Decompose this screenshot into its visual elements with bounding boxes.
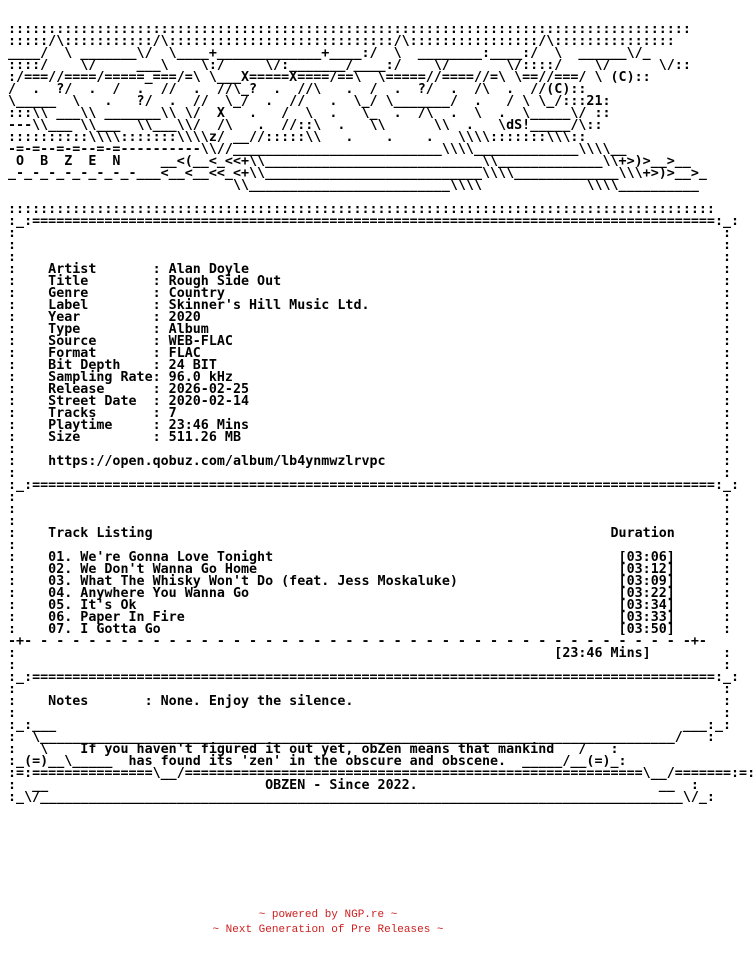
powered-by-text[interactable]: ~ powered by NGP.re ~	[258, 909, 398, 921]
nfo-text: ::::::::::::::::::::::::::::::::::::::::::::::::::::::::::::::::::::::::::::::::::::: :::::/\:::::::::::/\::::::::::::::::::::::::::::/\::::::::::::::::/\::::::::::::::: ____/ \ _______\/ \____+_____________+____:/ \ ________:____:/ \ ______\/_ ::::/ \/ ___\ \:/ \/:_______/____:/ \/ \/::::/ \/ \/:: :/===//====/=====_===/=\ \___X=====X====/==\ \=====//====//=\ \==//===/ \ (C):: / . ?/ . / . // . //\_? . //\ . / . ?/ . /\ . //(C):: \_____ \ . ?/ . // \_/ . // . \_/ \_______/ . / \ \_/:::21: :::\\ ___\\ _______\\ \/ X . / \ . \_ . /\ . \ . \_____\/ :: ---\\___ \\___ \\___\\/ /\ . //::\ . \\ \\ . \dS!_____/\:: ::::::::::\\\\:::::::\\\\z/ __//:::::\\ . . . \\\\:::::::\\\:: -=-=--=-=--=-=----------\\//__________________________\\\\_____________\\\\__ O B Z E N __<(__<_<<+\\___________________________\\_____________\\+>)>__>__ _-_-_-_-_-_-_-_-___<__<__<<_<+\\___________________________\\\\_____________\\\+>)>__>_ \\_________________________\\\\ \\\\__________ :::::::::::::::::::::::::::::::::::::::::::::::::::::::::::::::::::::::::::::::::::::::: :_:=====================================================================================:_: : : : : : : : Artist : Alan Doyle : : Title : Rough Side Out : : Genre : Country : : Label : Skinner's Hill Music Ltd. : : Year : 2020 : : Type : Album : : Source : WEB-FLAC : : Format : FLAC : : Bit Depth : 24 BIT : : Sampling Rate: 96.0 kHz : : Release : 2026-02-25 : : Street Date : 2020-02-14 : : Tracks : 7 : : Playtime : 23:46 Mins : : Size : 511.26 MB : : : : https://open.qobuz.com/album/lb4ynmwzlrvpc : : : :_:=====================================================================================:_: : : : : : : : Track Listing Duration : : : : 01. We're Gonna Love Tonight [03:06] : : 02. We Don't Wanna Go Home [03:12] : : 03. What The Whisky Won't Do (feat. Jess Moskaluke) [03:09] : : 04. Anywhere You Wanna Go [03:22] : : 05. It's Ok [03:34] : : 06. Paper In Fire [03:33] : : 07. I Gotta Go [03:50] : -+- - - - - - - - - - - - - - - - - - - - - - - - - - - - - - - - - - - - - - - - - -+- : [23:46 Mins] : : : :_:=====================================================================================:_: : : : Notes : None. Enjoy the silence. : : : :_:___ ___:_: : \_______________________________________________________________________________/ : : \ If you haven't figured it out yet, obZen means that mankind / : :_(=)__\_____ has found its 'zen' in the obscure and obscene. _____/__(=)_: :=:===============\__/=========================================================\__/=======:=: : __ OBZEN - Since 2022. __ : :_\/________________________________________________________________________________\/_:	[8, 22, 755, 805]
powered-by-link[interactable]	[0, 908, 656, 923]
tagline: ~ Next Generation of Pre Releases ~	[212, 924, 444, 936]
